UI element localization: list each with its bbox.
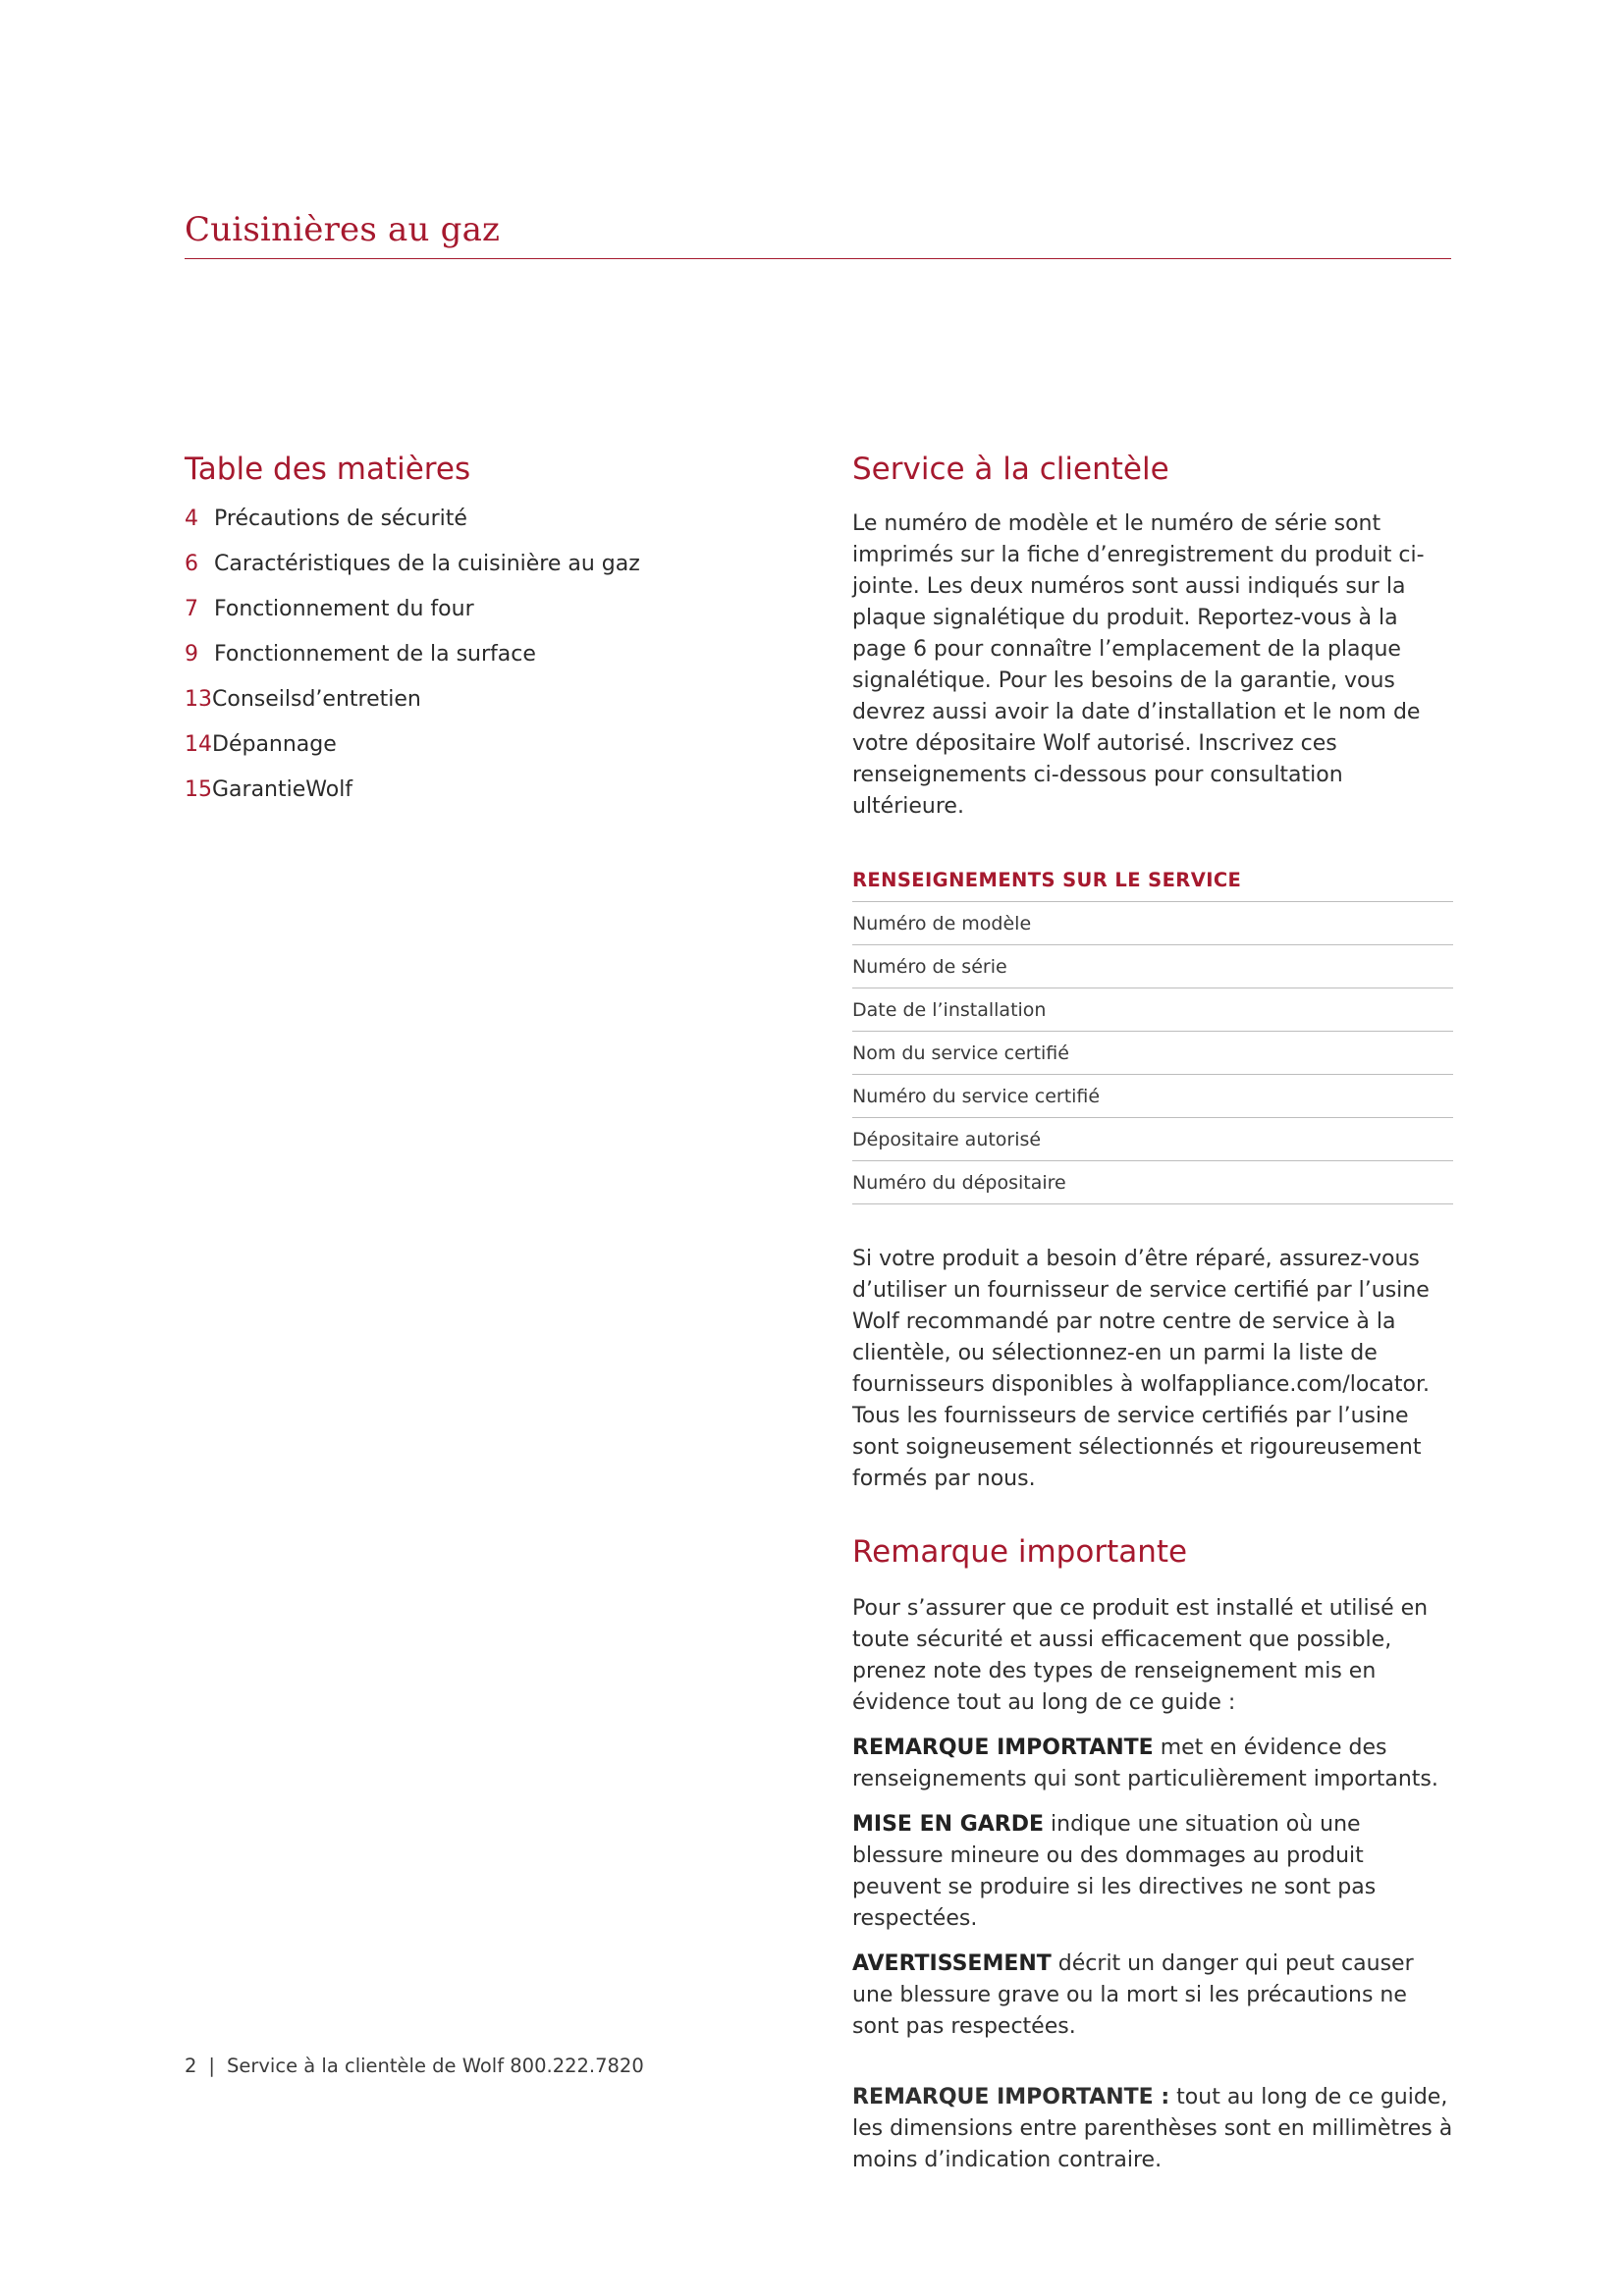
service-info-row[interactable]: Dépositaire autorisé bbox=[852, 1118, 1453, 1161]
toc-page-number: 15 bbox=[185, 777, 212, 802]
toc-item-label: Dépannage bbox=[212, 732, 337, 757]
page-number: 2 bbox=[185, 2055, 197, 2077]
toc-item-label: Fonctionnement de la surface bbox=[214, 642, 536, 667]
dimensions-note bbox=[852, 2082, 1453, 2176]
important-term: REMARQUE IMPORTANTE bbox=[852, 1735, 1154, 1760]
service-info-table bbox=[852, 868, 1453, 1204]
service-info-row[interactable]: Nom du service certifié bbox=[852, 1032, 1453, 1075]
service-info-title: RENSEIGNEMENTS SUR LE SERVICE bbox=[852, 868, 1453, 902]
repair-paragraph: Si votre produit a besoin d’être réparé, assurez-vous d’utiliser un fournisseur de service certifié par l’usine Wolf recommandé par notre centre de service à la clientèle, ou sélectionnez-en un parmi la liste de fournisseurs disponibles à wolfappliance.com/locator. Tous les fournisseurs de service certifiés par l’usine sont soigneusement sélectionnés et rigoureusement formés par nous. bbox=[852, 1247, 1430, 1491]
toc-item[interactable] bbox=[185, 550, 734, 595]
right-column bbox=[852, 450, 1453, 2176]
important-text: met en évidence des renseignements qui sont particulièrement importants. bbox=[852, 1735, 1438, 1791]
toc-item[interactable] bbox=[185, 685, 734, 730]
toc-page-number: 4 bbox=[185, 507, 198, 531]
important-intro: Pour s’assurer que ce produit est installé et utilisé en toute sécurité et aussi efficacement que possible, prenez note des types de renseignement mis en évidence tout au long de ce guide : bbox=[852, 1596, 1429, 1715]
toc-page-number: 13 bbox=[185, 687, 212, 712]
footer-contact: Service à la clientèle de Wolf 800.222.7820 bbox=[227, 2055, 644, 2077]
note-term: REMARQUE IMPORTANTE : bbox=[852, 2085, 1170, 2109]
service-info-row[interactable]: Numéro de série bbox=[852, 945, 1453, 988]
warning-text: décrit un danger qui peut causer une blessure grave ou la mort si les précautions ne sont pas respectées. bbox=[852, 1951, 1414, 2039]
customer-service-paragraph: Le numéro de modèle et le numéro de série sont imprimés sur la fiche d’enregistrement du produit ci-jointe. Les deux numéros sont aussi indiqués sur la plaque signalétique du produit. Reportez-vous à la page 6 pour connaître l’emplacement de la plaque signalétique. Pour les besoins de la garantie, vous devrez aussi avoir la date d’installation et le nom de votre dépositaire Wolf autorisé. Inscrivez ces renseignements ci-dessous pour consultation ultérieure. bbox=[852, 511, 1425, 819]
toc-item-label: GarantieWolf bbox=[212, 777, 353, 802]
toc-page-number: 7 bbox=[185, 597, 198, 621]
table-of-contents bbox=[185, 450, 734, 821]
toc-item-label: Fonctionnement du four bbox=[214, 597, 474, 621]
title-divider bbox=[185, 258, 1451, 259]
footer-separator: | bbox=[208, 2055, 215, 2077]
important-item bbox=[852, 1733, 1453, 1795]
service-info-row[interactable]: Date de l’installation bbox=[852, 988, 1453, 1032]
page-footer bbox=[185, 2055, 644, 2077]
toc-page-number: 6 bbox=[185, 552, 198, 576]
toc-item[interactable] bbox=[185, 640, 734, 685]
toc-list bbox=[185, 505, 734, 821]
toc-item-label: Conseilsd’entretien bbox=[212, 687, 421, 712]
service-info-row[interactable]: Numéro du service certifié bbox=[852, 1075, 1453, 1118]
warning-item bbox=[852, 1949, 1453, 2043]
caution-item bbox=[852, 1809, 1453, 1935]
toc-item-label: Caractéristiques de la cuisinière au gaz bbox=[214, 552, 640, 576]
toc-item[interactable] bbox=[185, 730, 734, 775]
warning-term: AVERTISSEMENT bbox=[852, 1951, 1052, 1976]
service-info-row[interactable]: Numéro de modèle bbox=[852, 902, 1453, 945]
important-heading: Remarque importante bbox=[852, 1534, 1188, 1570]
toc-item-label: Précautions de sécurité bbox=[214, 507, 467, 531]
caution-term: MISE EN GARDE bbox=[852, 1812, 1045, 1837]
customer-service-heading: Service à la clientèle bbox=[852, 452, 1169, 487]
toc-item[interactable] bbox=[185, 775, 734, 821]
toc-item[interactable] bbox=[185, 505, 734, 550]
toc-item[interactable] bbox=[185, 595, 734, 640]
page-title: Cuisinières au gaz bbox=[185, 210, 501, 249]
toc-page-number: 14 bbox=[185, 732, 212, 757]
toc-heading: Table des matières bbox=[185, 452, 471, 487]
note-text: tout au long de ce guide, les dimensions entre parenthèses sont en millimètres à moins d’indication contraire. bbox=[852, 2085, 1453, 2172]
toc-page-number: 9 bbox=[185, 642, 198, 667]
service-info-row[interactable]: Numéro du dépositaire bbox=[852, 1161, 1453, 1204]
caution-text: indique une situation où une blessure mineure ou des dommages au produit peuvent se produire si les directives ne sont pas respectées. bbox=[852, 1812, 1377, 1931]
